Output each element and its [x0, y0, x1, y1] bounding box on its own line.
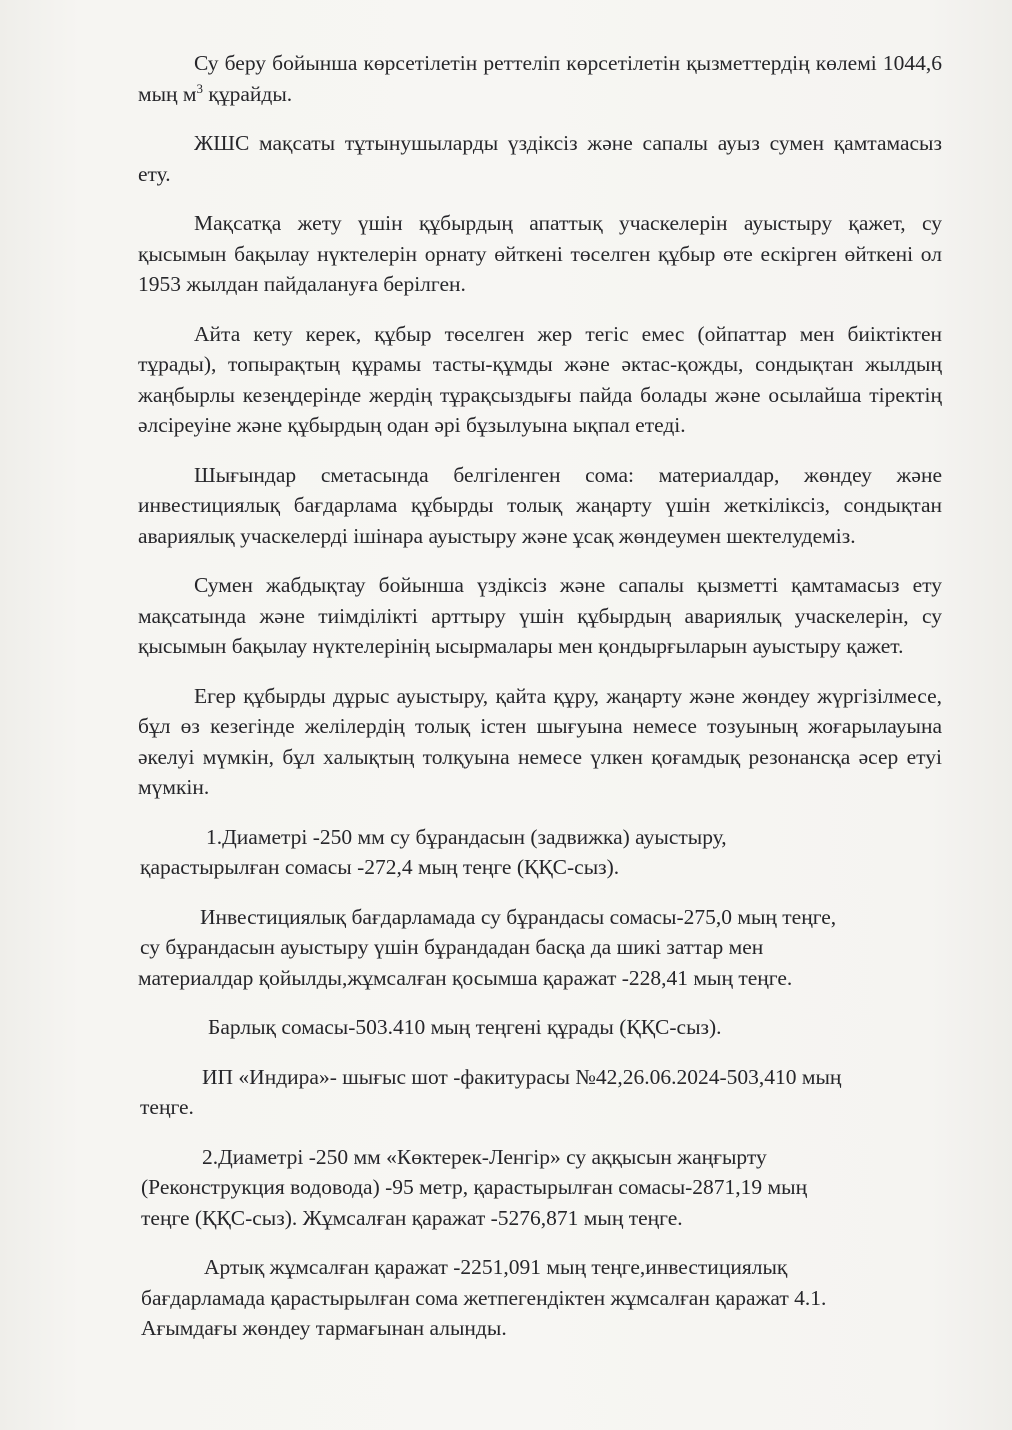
invoice-line-1: ИП «Индира»- шығыс шот -факитурасы №42,26.06.2024-503,410 мың: [202, 1064, 842, 1089]
overspending-line-1: Артық жұмсалған қаражат -2251,091 мың теңге,инвестициялық: [204, 1255, 788, 1279]
paragraph-llp-goal: ЖШС мақсаты тұтынушыларды үздіксіз және сапалы ауыз сумен қамтамасыз ету.: [138, 131, 942, 186]
investment-line-1: Инвестициялық бағдарламада су бұрандасы сомасы-275,0 мың теңге,: [200, 904, 837, 929]
investment-line-2: су бұрандасын ауыстыру үшін бұрандадан басқа да шикі заттар мен: [140, 935, 764, 959]
valve-line-1: 1.Диаметрі -250 мм су бұрандасын (задвижка) ауыстыру,: [206, 824, 727, 849]
paragraph-service-volume: [138, 48, 942, 109]
service-volume-tail: құрайды.: [203, 81, 293, 106]
paragraph-terrain-conditions: Айта кету керек, құбыр төселген жер тегіс емес (ойпаттар мен биіктіктен тұрады), топырақтың құрамы тасты-құмды және әктас-қожды, сондықтан жылдың жаңбырлы кезеңдерінде жердің тұрақсыздығы пайда болады және осылайша тіректің әлсіреуіне және құбырдың одан әрі бұзылуына ықпал етеді.: [138, 321, 942, 437]
conduit-line-1: 2.Диаметрі -250 мм «Көктерек-Ленгір» су аққысын жаңғырту: [202, 1144, 767, 1169]
service-volume-text: Су беру бойынша көрсетілетін реттеліп көрсетілетін қызметтердің көлемі 1044,6 мың м: [138, 51, 942, 106]
paragraph-risk: Егер құбырды дұрыс ауыстыру, қайта құру, жаңарту және жөндеу жүргізілмесе, бұл өз кезегінде желілердің толық істен шығуына немесе тозуының жоғарылауына әкелуі мүмкін, бұл халықтың толқуына немесе үлкен қоғамдық резонансқа әсер етуі мүмкін.: [138, 683, 942, 799]
overspending-line-2: бағдарламада қарастырылған сома жетпегендіктен жұмсалған қаражат 4.1.: [141, 1285, 827, 1310]
paragraph-cost-estimate: Шығындар сметасында белгіленген сома: материалдар, жөндеу және инвестициялық бағдарлама құбырды толық жаңарту үшін жеткіліксіз, сондықтан авариялық учаскелерді ішінара ауыстыру және ұсақ жөндеумен шектелудеміз.: [138, 462, 942, 548]
paragraph-overspending: [138, 1252, 942, 1344]
conduit-line-3: теңге (ҚҚС-сыз). Жұмсалған қаражат -5276,871 мың теңге.: [141, 1205, 683, 1230]
paragraph-investment-program: [138, 902, 942, 994]
paragraph-invoice: [138, 1062, 942, 1123]
valve-line-2: қарастырылған сомасы -272,4 мың теңге (ҚҚС-сыз).: [140, 855, 620, 879]
paragraph-water-conduit: [138, 1142, 942, 1234]
investment-line-3: материалдар қойылды,жұмсалған қосымша қаражат -228,41 мың теңге.: [138, 965, 793, 990]
cubic-superscript: 3: [196, 80, 204, 96]
paragraph-water-supply: Сумен жабдықтау бойынша үздіксіз және сапалы қызметті қамтамасыз ету мақсатында және тиімділікті арттыру үшін құбырдың авариялық учаскелерін, су қысымын бақылау нүктелерінің ысырмалары мен қондырғыларын ауыстыру қажет.: [138, 573, 942, 658]
conduit-line-2: (Реконструкция водовода) -95 метр, қарастырылған сомасы-2871,19 мың: [141, 1175, 808, 1199]
paragraph-goal-measures: Мақсатқа жету үшін құбырдың апаттық учаскелерін ауыстыру қажет, су қысымын бақылау нүктелерін орнату өйткені төселген құбыр өте ескірген өйткені ол 1953 жылдан пайдалануға берілген.: [138, 211, 942, 296]
invoice-line-2: теңге.: [140, 1095, 194, 1119]
overspending-line-3: Ағымдағы жөндеу тармағынан алынды.: [141, 1316, 507, 1340]
paragraph-valve-replacement: [138, 822, 942, 883]
paragraph-total-sum: Барлық сомасы-503.410 мың теңгені құрады (ҚҚС-сыз).: [208, 1015, 722, 1039]
